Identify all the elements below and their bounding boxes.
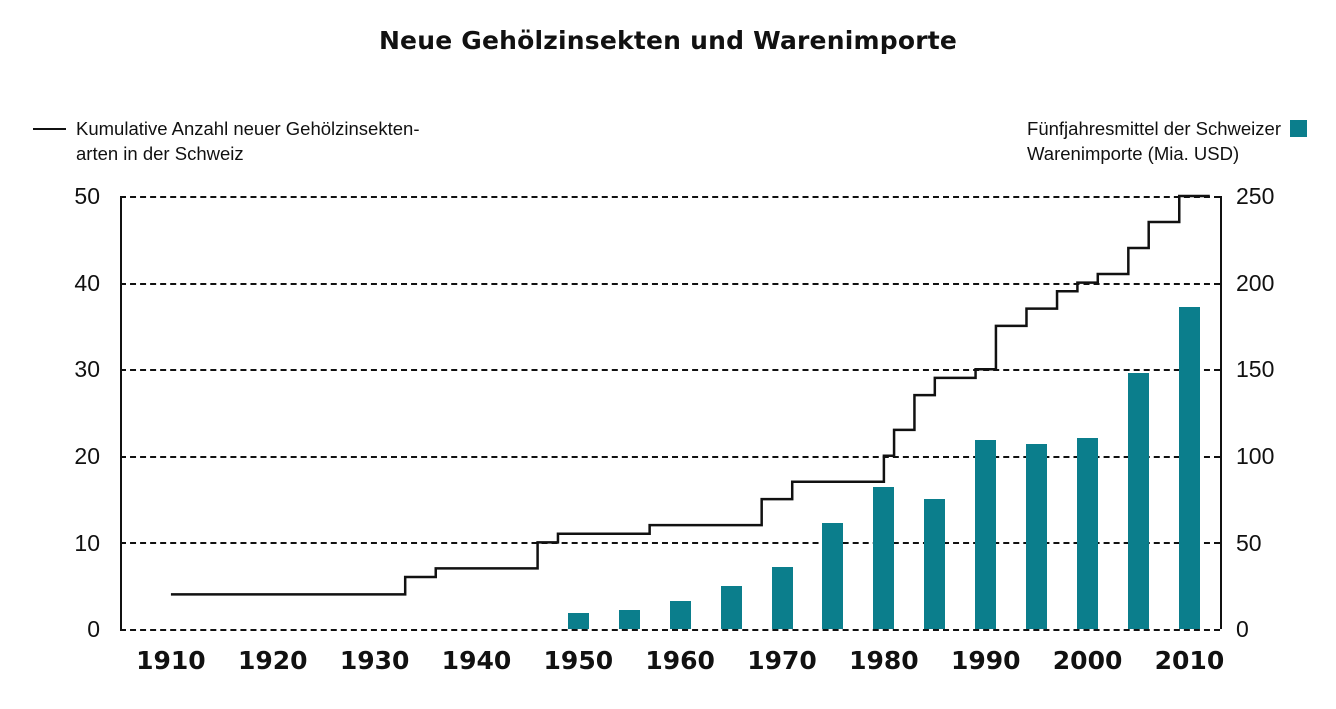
x-axis-tick-1990: 1990 (950, 646, 1021, 675)
y-axis-left-tick-0: 0 (87, 616, 100, 642)
x-axis-tick-2000: 2000 (1052, 646, 1123, 675)
y-axis-left-tick-20: 20 (74, 443, 100, 469)
legend-entry-line-series (33, 116, 419, 166)
y-axis-right-tick-0: 0 (1236, 616, 1249, 642)
line-series (120, 196, 1220, 629)
y-axis-right-tick-100: 100 (1236, 443, 1275, 469)
legend-square-marker-icon (1290, 120, 1307, 137)
x-axis-tick-1940: 1940 (441, 646, 512, 675)
x-axis-tick-1960: 1960 (645, 646, 715, 675)
y-axis-left-tick-50: 50 (74, 183, 100, 209)
legend-left-label-line1: Kumulative Anzahl neuer Gehölzinsekten- (76, 118, 420, 139)
y-axis-left-tick-30: 30 (74, 356, 100, 382)
legend-entry-bar-series (1027, 116, 1307, 166)
legend-line-marker-icon (33, 128, 66, 130)
x-axis-tick-1930: 1930 (339, 646, 410, 675)
legend-right-label-line1: Fünfjahresmittel der Schweizer (1027, 118, 1281, 139)
chart-title: Neue Gehölzinsekten und Warenimporte (378, 26, 958, 55)
y-axis-right-tick-50: 50 (1236, 530, 1262, 556)
x-axis-tick-1970: 1970 (747, 646, 817, 675)
x-axis-tick-2010: 2010 (1154, 646, 1225, 675)
gridline-0 (120, 629, 1220, 631)
x-axis-tick-1910: 1910 (136, 646, 206, 675)
plot-area (120, 196, 1220, 629)
y-axis-left-tick-10: 10 (74, 530, 100, 556)
y-axis-right-line (1220, 196, 1222, 629)
x-axis-tick-1920: 1920 (237, 646, 308, 675)
legend-right-label-line2: Warenimporte (Mia. USD) (1027, 143, 1240, 164)
legend-left-label-line2: arten in der Schweiz (76, 143, 244, 164)
x-axis-tick-1980: 1980 (849, 646, 919, 675)
y-axis-right-tick-150: 150 (1236, 356, 1275, 382)
x-axis-tick-1950: 1950 (543, 646, 614, 675)
y-axis-right-tick-200: 200 (1236, 270, 1275, 296)
y-axis-right-tick-250: 250 (1236, 183, 1275, 209)
y-axis-left-tick-40: 40 (74, 270, 100, 296)
